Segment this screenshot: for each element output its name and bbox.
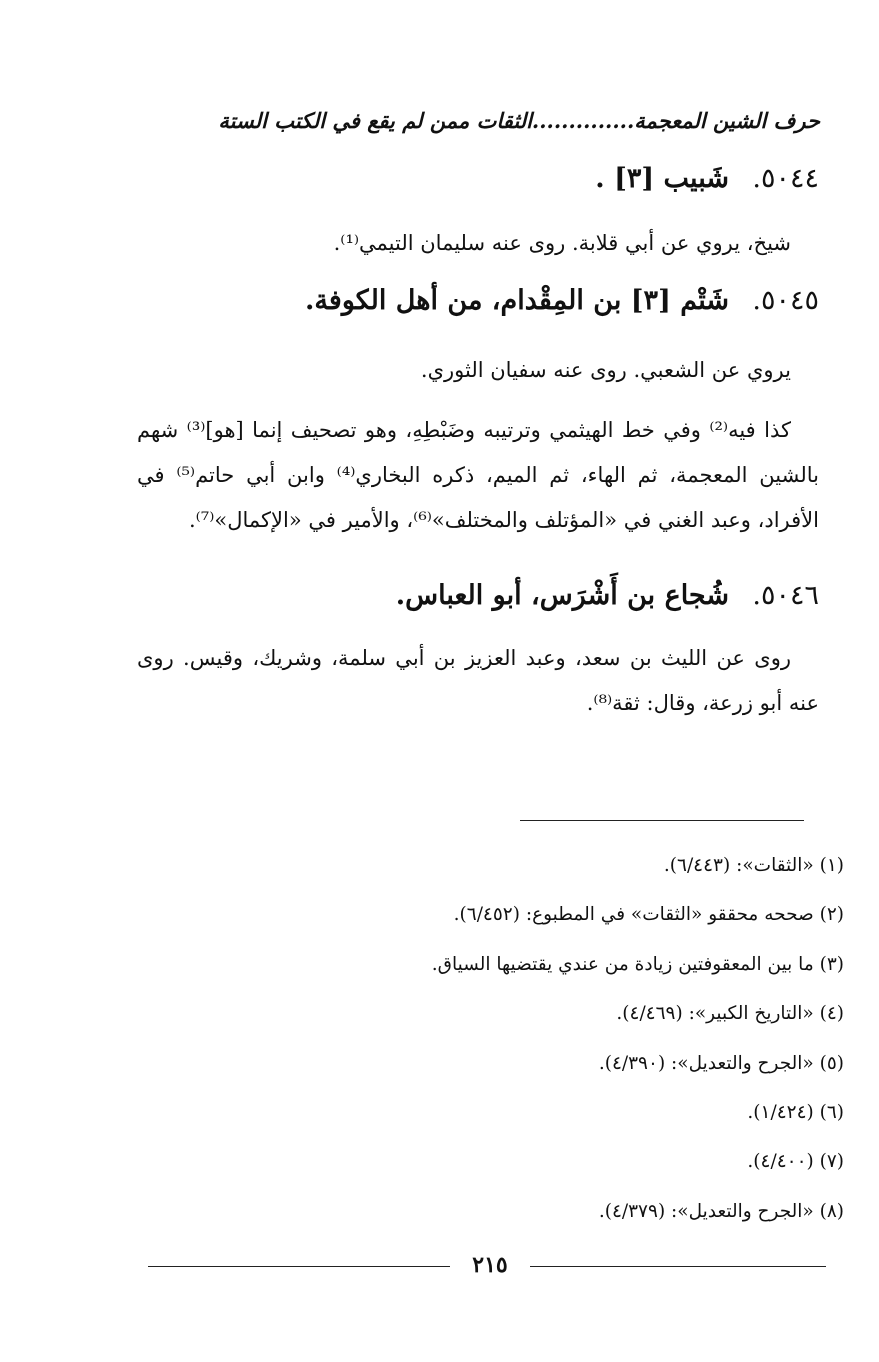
running-header: حرف الشين المعجمة..............الثقات ممن لم يقع في الكتب الستة xyxy=(218,108,820,133)
entry-heading xyxy=(99,580,819,611)
footnote: (٧) (٤/٤٠٠). xyxy=(747,1151,844,1173)
entry-number: ٥٠٤٦. xyxy=(752,580,819,611)
entry-name: شُجاع بن أَشْرَس، أبو العباس. xyxy=(395,580,729,611)
page-number: ٢١٥ xyxy=(472,1252,508,1278)
entry-paragraph: روى عن الليث بن سعد، وعبد العزيز بن أبي سلمة، وشريك، وقيس. روى عنه أبو زرعة، وقال: ثقة⁽⁸⁾. xyxy=(137,646,819,715)
footnote: (٤) «التاريخ الكبير»: (٤/٤٦٩). xyxy=(616,1003,844,1025)
entry-number: ٥٠٤٤. xyxy=(752,163,819,194)
footnotes-list xyxy=(124,846,844,1241)
entry-paragraph: شيخ، يروي عن أبي قلابة. روى عنه سليمان التيمي⁽¹⁾. xyxy=(333,231,791,255)
footnote: (٣) ما بين المعقوفتين زيادة من عندي يقتضيها السياق. xyxy=(431,953,844,975)
footer-rule-left xyxy=(148,1266,450,1267)
footnote: (٨) «الجرح والتعديل»: (٤/٣٧٩). xyxy=(598,1200,844,1222)
footer-rule-right xyxy=(530,1266,826,1267)
footnote: (٥) «الجرح والتعديل»: (٤/٣٩٠). xyxy=(598,1052,844,1074)
entry-name: شَبيب [٣] . xyxy=(595,163,729,194)
entry-paragraph: يروي عن الشعبي. روى عنه سفيان الثوري. xyxy=(420,358,791,382)
entry-heading xyxy=(99,285,819,316)
footnote-separator xyxy=(520,820,804,821)
entry-number: ٥٠٤٥. xyxy=(752,285,819,316)
entry-paragraph: كذا فيه⁽²⁾ وفي خط الهيثمي وترتيبه وضَبْطِهِ، وهو تصحيف إنما [هو]⁽³⁾ شهم بالشين المعجمة، ثم الهاء، ثم الميم، ذكره البخاري⁽⁴⁾ وابن أبي حاتم⁽⁵⁾ في الأفراد، وعبد الغني في «المؤتلف والمختلف»⁽⁶⁾، والأمير في «الإكمال»⁽⁷⁾. xyxy=(137,418,819,532)
footnote: (١) «الثقات»: (٦/٤٤٣). xyxy=(663,855,844,876)
footnote: (٦) (١/٤٢٤). xyxy=(747,1101,844,1123)
footnote: (٢) صححه محققو «الثقات» في المطبوع: (٦/٤٥٢). xyxy=(453,904,844,926)
entry-heading xyxy=(99,163,819,194)
entry-name: شَتْم [٣] بن المِقْدام، من أهل الكوفة. xyxy=(305,285,729,316)
